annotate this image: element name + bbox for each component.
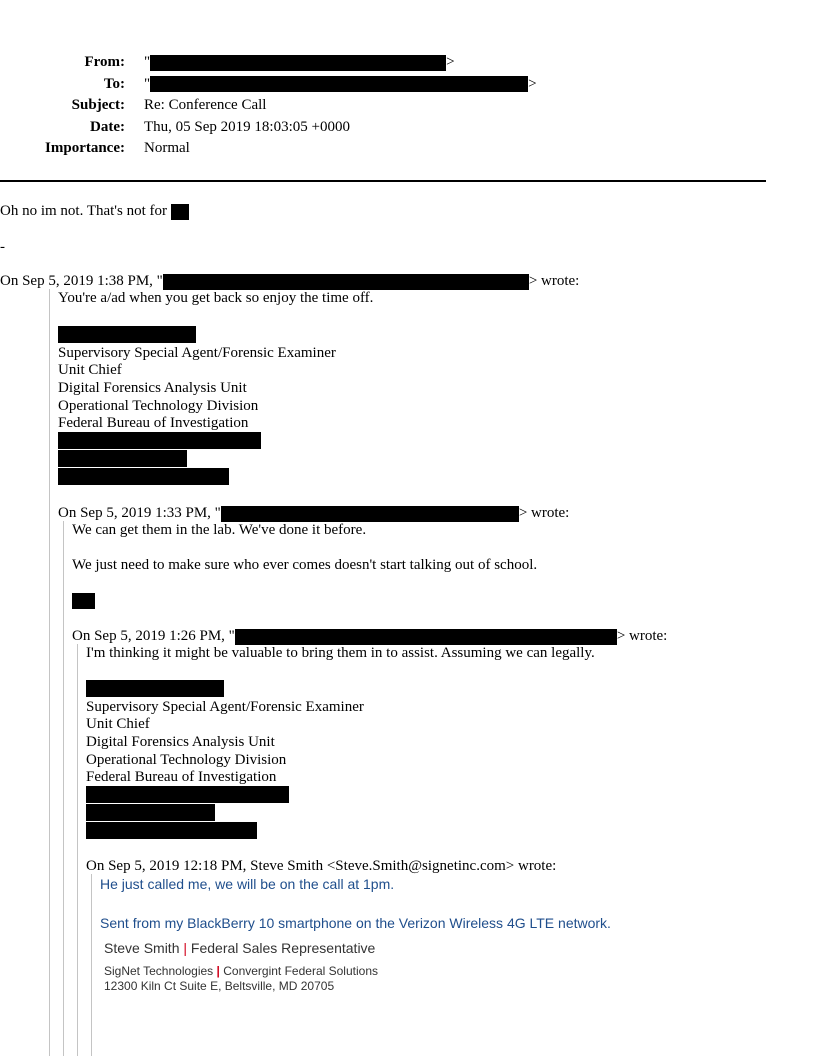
- quote1-sig-line: Operational Technology Division: [58, 398, 259, 414]
- redaction: [58, 432, 261, 449]
- quote3-sig-line: Federal Bureau of Investigation: [86, 769, 277, 785]
- header-divider: [0, 180, 766, 182]
- quote2-text: We can get them in the lab. We've done it before.: [72, 522, 367, 538]
- quote3-sig-line: Supervisory Special Agent/Forensic Examiner: [86, 699, 364, 715]
- importance-label: Importance:: [45, 140, 125, 156]
- redaction: [150, 76, 528, 92]
- quote-bar: [91, 874, 92, 1056]
- company-address: 12300 Kiln Ct Suite E, Beltsville, MD 20705: [104, 979, 335, 993]
- redaction: [58, 450, 187, 467]
- quote-bar: [77, 644, 78, 1056]
- redaction: [221, 506, 519, 522]
- to-row: [0, 74, 537, 96]
- quote1-sig-line: Federal Bureau of Investigation: [58, 415, 249, 431]
- company-line: SigNet Technologies | Convergint Federal Solutions: [104, 964, 378, 978]
- quote4-text: He just called me, we will be on the call at 1pm.: [100, 876, 395, 892]
- quote-bar: [49, 289, 50, 1056]
- redaction: [171, 204, 189, 220]
- quote1-attribution: On Sep 5, 2019 1:38 PM, " > wrote:: [0, 273, 580, 289]
- from-row: [0, 52, 455, 74]
- redaction: [163, 274, 529, 290]
- email-header: [0, 52, 537, 160]
- redaction: [86, 822, 257, 839]
- quote1-text: You're a/ad when you get back so enjoy the time off.: [58, 290, 374, 306]
- blackberry-signature: Sent from my BlackBerry 10 smartphone on the Verizon Wireless 4G LTE network.: [100, 915, 611, 931]
- redaction: [86, 804, 215, 821]
- subject-value: Re: Conference Call: [144, 97, 267, 113]
- importance-value: Normal: [144, 140, 190, 156]
- redaction: [150, 55, 446, 71]
- redaction: [58, 468, 229, 485]
- redaction: [86, 786, 289, 803]
- to-label: To:: [103, 75, 125, 92]
- quote3-sig-line: Operational Technology Division: [86, 752, 287, 768]
- subject-row: [0, 95, 400, 117]
- sender-signature: Steve Smith | Federal Sales Representative: [104, 940, 376, 956]
- quote2-attribution: On Sep 5, 2019 1:33 PM, " > wrote:: [58, 505, 570, 521]
- date-label: Date:: [90, 118, 125, 135]
- quote3-text: I'm thinking it might be valuable to bring them in to assist. Assuming we can legally.: [86, 645, 595, 661]
- quote1-sig-line: Digital Forensics Analysis Unit: [58, 380, 247, 396]
- subject-label: Subject:: [71, 97, 125, 113]
- quote3-attribution: On Sep 5, 2019 1:26 PM, " > wrote:: [72, 628, 668, 644]
- quote3-sig-line: Unit Chief: [86, 716, 150, 732]
- importance-row: [0, 138, 400, 160]
- from-label: From:: [84, 54, 125, 70]
- redaction: [86, 680, 224, 697]
- redaction: [72, 593, 95, 609]
- date-value: Thu, 05 Sep 2019 18:03:05 +0000: [144, 118, 350, 135]
- quote-bar: [63, 521, 64, 1056]
- date-row: [0, 117, 400, 139]
- quote2-text: We just need to make sure who ever comes doesn't start talking out of school.: [72, 557, 538, 573]
- body-dash: -: [0, 239, 5, 255]
- quote1-sig-line: Unit Chief: [58, 362, 122, 378]
- quote1-sig-line: Supervisory Special Agent/Forensic Examiner: [58, 345, 336, 361]
- quote4-attribution: On Sep 5, 2019 12:18 PM, Steve Smith <Steve.Smith@signetinc.com> wrote:: [86, 858, 557, 874]
- to-value: " >: [144, 75, 537, 92]
- quote3-sig-line: Digital Forensics Analysis Unit: [86, 734, 275, 750]
- from-value: " >: [144, 54, 455, 70]
- redaction: [58, 326, 196, 343]
- body-line: Oh no im not. That's not for: [0, 202, 189, 220]
- redaction: [235, 629, 617, 645]
